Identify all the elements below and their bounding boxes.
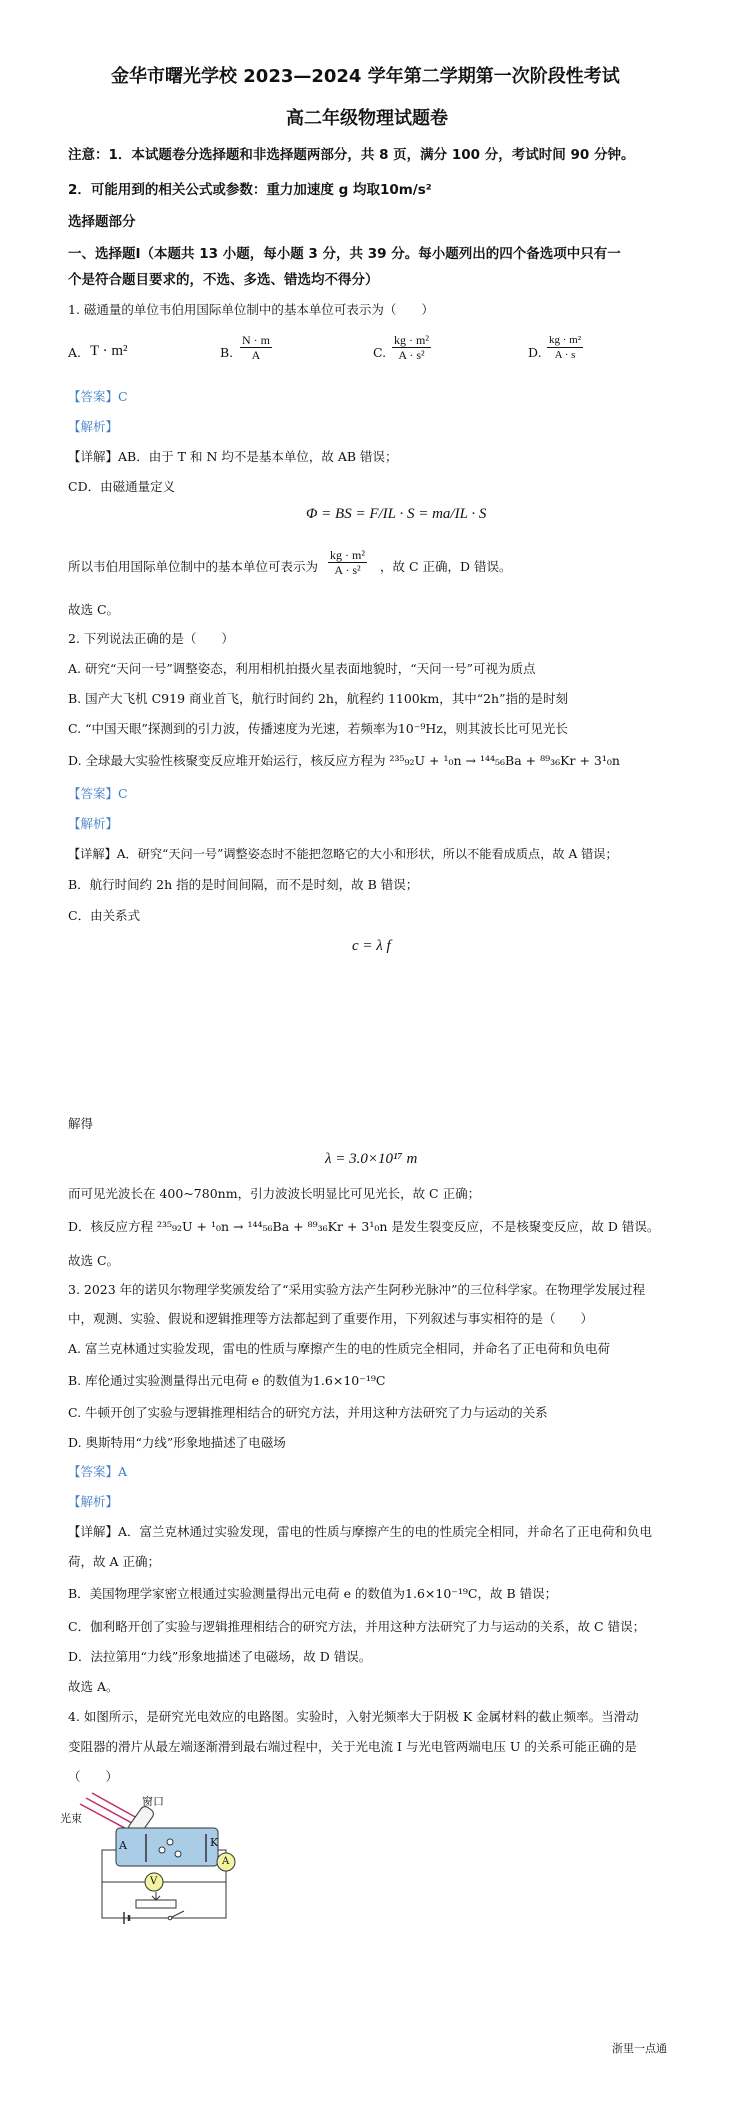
q2-formula-1: c = λ f <box>352 938 391 954</box>
exam-title: 金华市曙光学校 2023—2024 学年第二学期第一次阶段性考试 <box>111 66 620 87</box>
part1-heading-b: 个是符合题目要求的，不选、多选、错选均不得分） <box>68 272 379 288</box>
q4-stem-1: 4. 如图所示，是研究光电效应的电路图。实验时，入射光频率大于阴极 K 金属材料的截止频率。当滑动 <box>68 1709 639 1724</box>
cathode-label: K <box>210 1836 219 1849</box>
q1-option-d-numerator: kg · m² <box>549 334 582 346</box>
switch <box>170 1911 184 1918</box>
q2-option-c: C. “中国天眼”探测到的引力波，传播速度为光速，若频率为10⁻⁹Hz，则其波长比可见光长 <box>68 721 568 736</box>
q1-option-b-fraction <box>240 333 272 362</box>
part1-heading-a: 一、选择题Ⅰ（本题共 13 小题，每小题 3 分，共 39 分。每小题列出的四个备选项中只有一 <box>68 246 621 262</box>
q3-detail-1: 【详解】A．富兰克林通过实验发现，雷电的性质与摩擦产生的电的性质完全相同，并命名了正电荷和负电 <box>68 1524 653 1539</box>
q1-detail-3-pre: 所以韦伯用国际单位制中的基本单位可表示为 <box>68 559 319 574</box>
q3-stem-1: 3. 2023 年的诺贝尔物理学奖颁发给了“采用实验方法产生阿秒光脉冲”的三位科学家。在物理学发展过程 <box>68 1282 645 1297</box>
footer-watermark: 浙里一点通 <box>612 2042 667 2055</box>
q3-option-c: C. 牛顿开创了实验与逻辑推理相结合的研究方法，并用这种方法研究了力与运动的关系 <box>68 1405 548 1420</box>
q1-option-d-denominator: A · s <box>554 349 576 361</box>
q1-answer: 【答案】C <box>68 389 128 404</box>
ammeter-label: A <box>222 1856 230 1867</box>
q2-detail-1: 【详解】A．研究“天问一号”调整姿态时不能把忽略它的大小和形状，所以不能看成质点，故 A 错误； <box>68 847 618 861</box>
q2-detail-2: B．航行时间约 2h 指的是时间间隔，而不是时刻，故 B 错误； <box>68 877 419 892</box>
section-heading: 选择题部分 <box>68 214 136 230</box>
q3-conclusion: 故选 A。 <box>68 1679 119 1694</box>
voltmeter-label: V <box>150 1876 158 1887</box>
notes-line-2: 2．可能用到的相关公式或参数：重力加速度 g 均取10m/s² <box>68 182 432 198</box>
q1-option-c-numerator: kg · m² <box>394 333 429 347</box>
anode-label: A <box>119 1839 127 1852</box>
q2-answer: 【答案】C <box>68 786 128 801</box>
q2-formula-2: λ = 3.0×10¹⁷ m <box>325 1151 418 1167</box>
q3-answer: 【答案】A <box>68 1464 128 1479</box>
electron-2 <box>159 1847 165 1853</box>
q1-option-b-denominator: A <box>251 348 261 362</box>
q1-option-d-fraction <box>547 333 583 362</box>
q3-option-d: D. 奥斯特用“力线”形象地描述了电磁场 <box>68 1435 286 1450</box>
q1-detail-2: CD．由磁通量定义 <box>68 479 176 494</box>
phototube <box>116 1828 218 1866</box>
switch-contact <box>168 1916 172 1920</box>
q3-detail-3: C．伽利略开创了实验与逻辑推理相结合的研究方法，并用这种方法研究了力与运动的关系，故 C 错误； <box>68 1619 646 1634</box>
q2-stem: 2. 下列说法正确的是（ ） <box>68 631 234 646</box>
q1-detail-1: 【详解】AB．由于 T 和 N 均不是基本单位，故 AB 错误； <box>68 449 398 464</box>
q4-stem-3: （ ） <box>68 1769 119 1784</box>
q1-option-b-label: B. <box>220 345 234 360</box>
q3-stem-2: 中，观测、实验、假说和逻辑推理等方法都起到了重要作用，下列叙述与事实相符的是（ ） <box>68 1311 594 1326</box>
q3-analysis-label: 【解析】 <box>68 1494 119 1509</box>
q3-detail-1b: 荷，故 A 正确； <box>68 1554 160 1569</box>
q1-option-c-fraction <box>392 333 431 362</box>
q2-detail-6: D．核反应方程 ²³⁵₉₂U + ¹₀n → ¹⁴⁴₅₆Ba + ⁸⁹₃₆Kr + 3¹₀n 是发生裂变反应，不是核聚变反应，故 D 错误。 <box>68 1219 660 1234</box>
photoelectric-circuit-diagram <box>66 1790 246 1930</box>
electron-1 <box>167 1839 173 1845</box>
q4-stem-2: 变阻器的滑片从最左端逐渐滑到最右端过程中，关于光电流 I 与光电管两端电压 U 的关系可能正确的是 <box>68 1739 637 1754</box>
q1-analysis-label: 【解析】 <box>68 419 119 434</box>
q1-option-a-label: A. <box>68 345 82 360</box>
rheostat <box>136 1900 176 1908</box>
q1-detail-3-post: ，故 C 正确，D 错误。 <box>380 559 512 574</box>
q1-conclusion: 故选 C。 <box>68 602 120 617</box>
electron-3 <box>175 1851 181 1857</box>
q2-option-a: A. 研究“天问一号”调整姿态，利用相机拍摄火星表面地貌时，“天问一号”可视为质点 <box>68 661 536 676</box>
q1-flux-formula-text: Φ = BS = F/IL · S = ma/IL · S <box>306 506 487 522</box>
q1-option-d-label: D. <box>528 345 542 360</box>
q2-conclusion: 故选 C。 <box>68 1253 120 1268</box>
light-beam-label: 光束 <box>60 1812 82 1825</box>
q1-stem: 1. 磁通量的单位韦伯用国际单位制中的基本单位可表示为（ ） <box>68 302 434 317</box>
notes-line-1: 注意：1．本试题卷分选择题和非选择题两部分，共 8 页，满分 100 分，考试时间 90 分钟。 <box>68 147 635 163</box>
q2-option-b: B. 国产大飞机 C919 商业首飞，航行时间约 2h，航程约 1100km，其中“2h”指的是时刻 <box>68 691 568 706</box>
window-label: 窗口 <box>142 1795 164 1808</box>
q2-detail-3: C．由关系式 <box>68 908 141 923</box>
q1-detail-3-fraction <box>328 548 367 577</box>
exam-subtitle: 高二年级物理试题卷 <box>286 108 448 129</box>
q1-option-b-numerator: N · m <box>242 333 270 347</box>
q3-detail-2: B．美国物理学家密立根通过实验测量得出元电荷 e 的数值为1.6×10⁻¹⁹C，故 B 错误； <box>68 1586 558 1601</box>
q3-detail-4: D．法拉第用“力线”形象地描述了电磁场，故 D 错误。 <box>68 1649 372 1664</box>
q3-option-b: B. 库伦通过实验测量得出元电荷 e 的数值为1.6×10⁻¹⁹C <box>68 1373 386 1388</box>
q1-option-a: T · m² <box>90 343 128 359</box>
q1-option-c-label: C. <box>373 345 387 360</box>
q2-analysis-label: 【解析】 <box>68 816 119 831</box>
q2-detail-5: 而可见光波长在 400~780nm，引力波波长明显比可见光长，故 C 正确； <box>68 1186 481 1201</box>
q2-option-d: D. 全球最大实验性核聚变反应堆开始运行，核反应方程为 ²³⁵₉₂U + ¹₀n → ¹⁴⁴₅₆Ba + ⁸⁹₃₆Kr + 3¹₀n <box>68 753 620 768</box>
q1-detail-3-numerator: kg · m² <box>330 548 365 562</box>
q1-option-c-denominator: A · s² <box>398 348 425 362</box>
q2-detail-4: 解得 <box>68 1116 94 1131</box>
q3-option-a: A. 富兰克林通过实验发现，雷电的性质与摩擦产生的电的性质完全相同，并命名了正电荷和负电荷 <box>68 1341 610 1356</box>
q1-flux-formula <box>306 505 486 545</box>
q1-detail-3-denominator: A · s² <box>334 563 361 577</box>
